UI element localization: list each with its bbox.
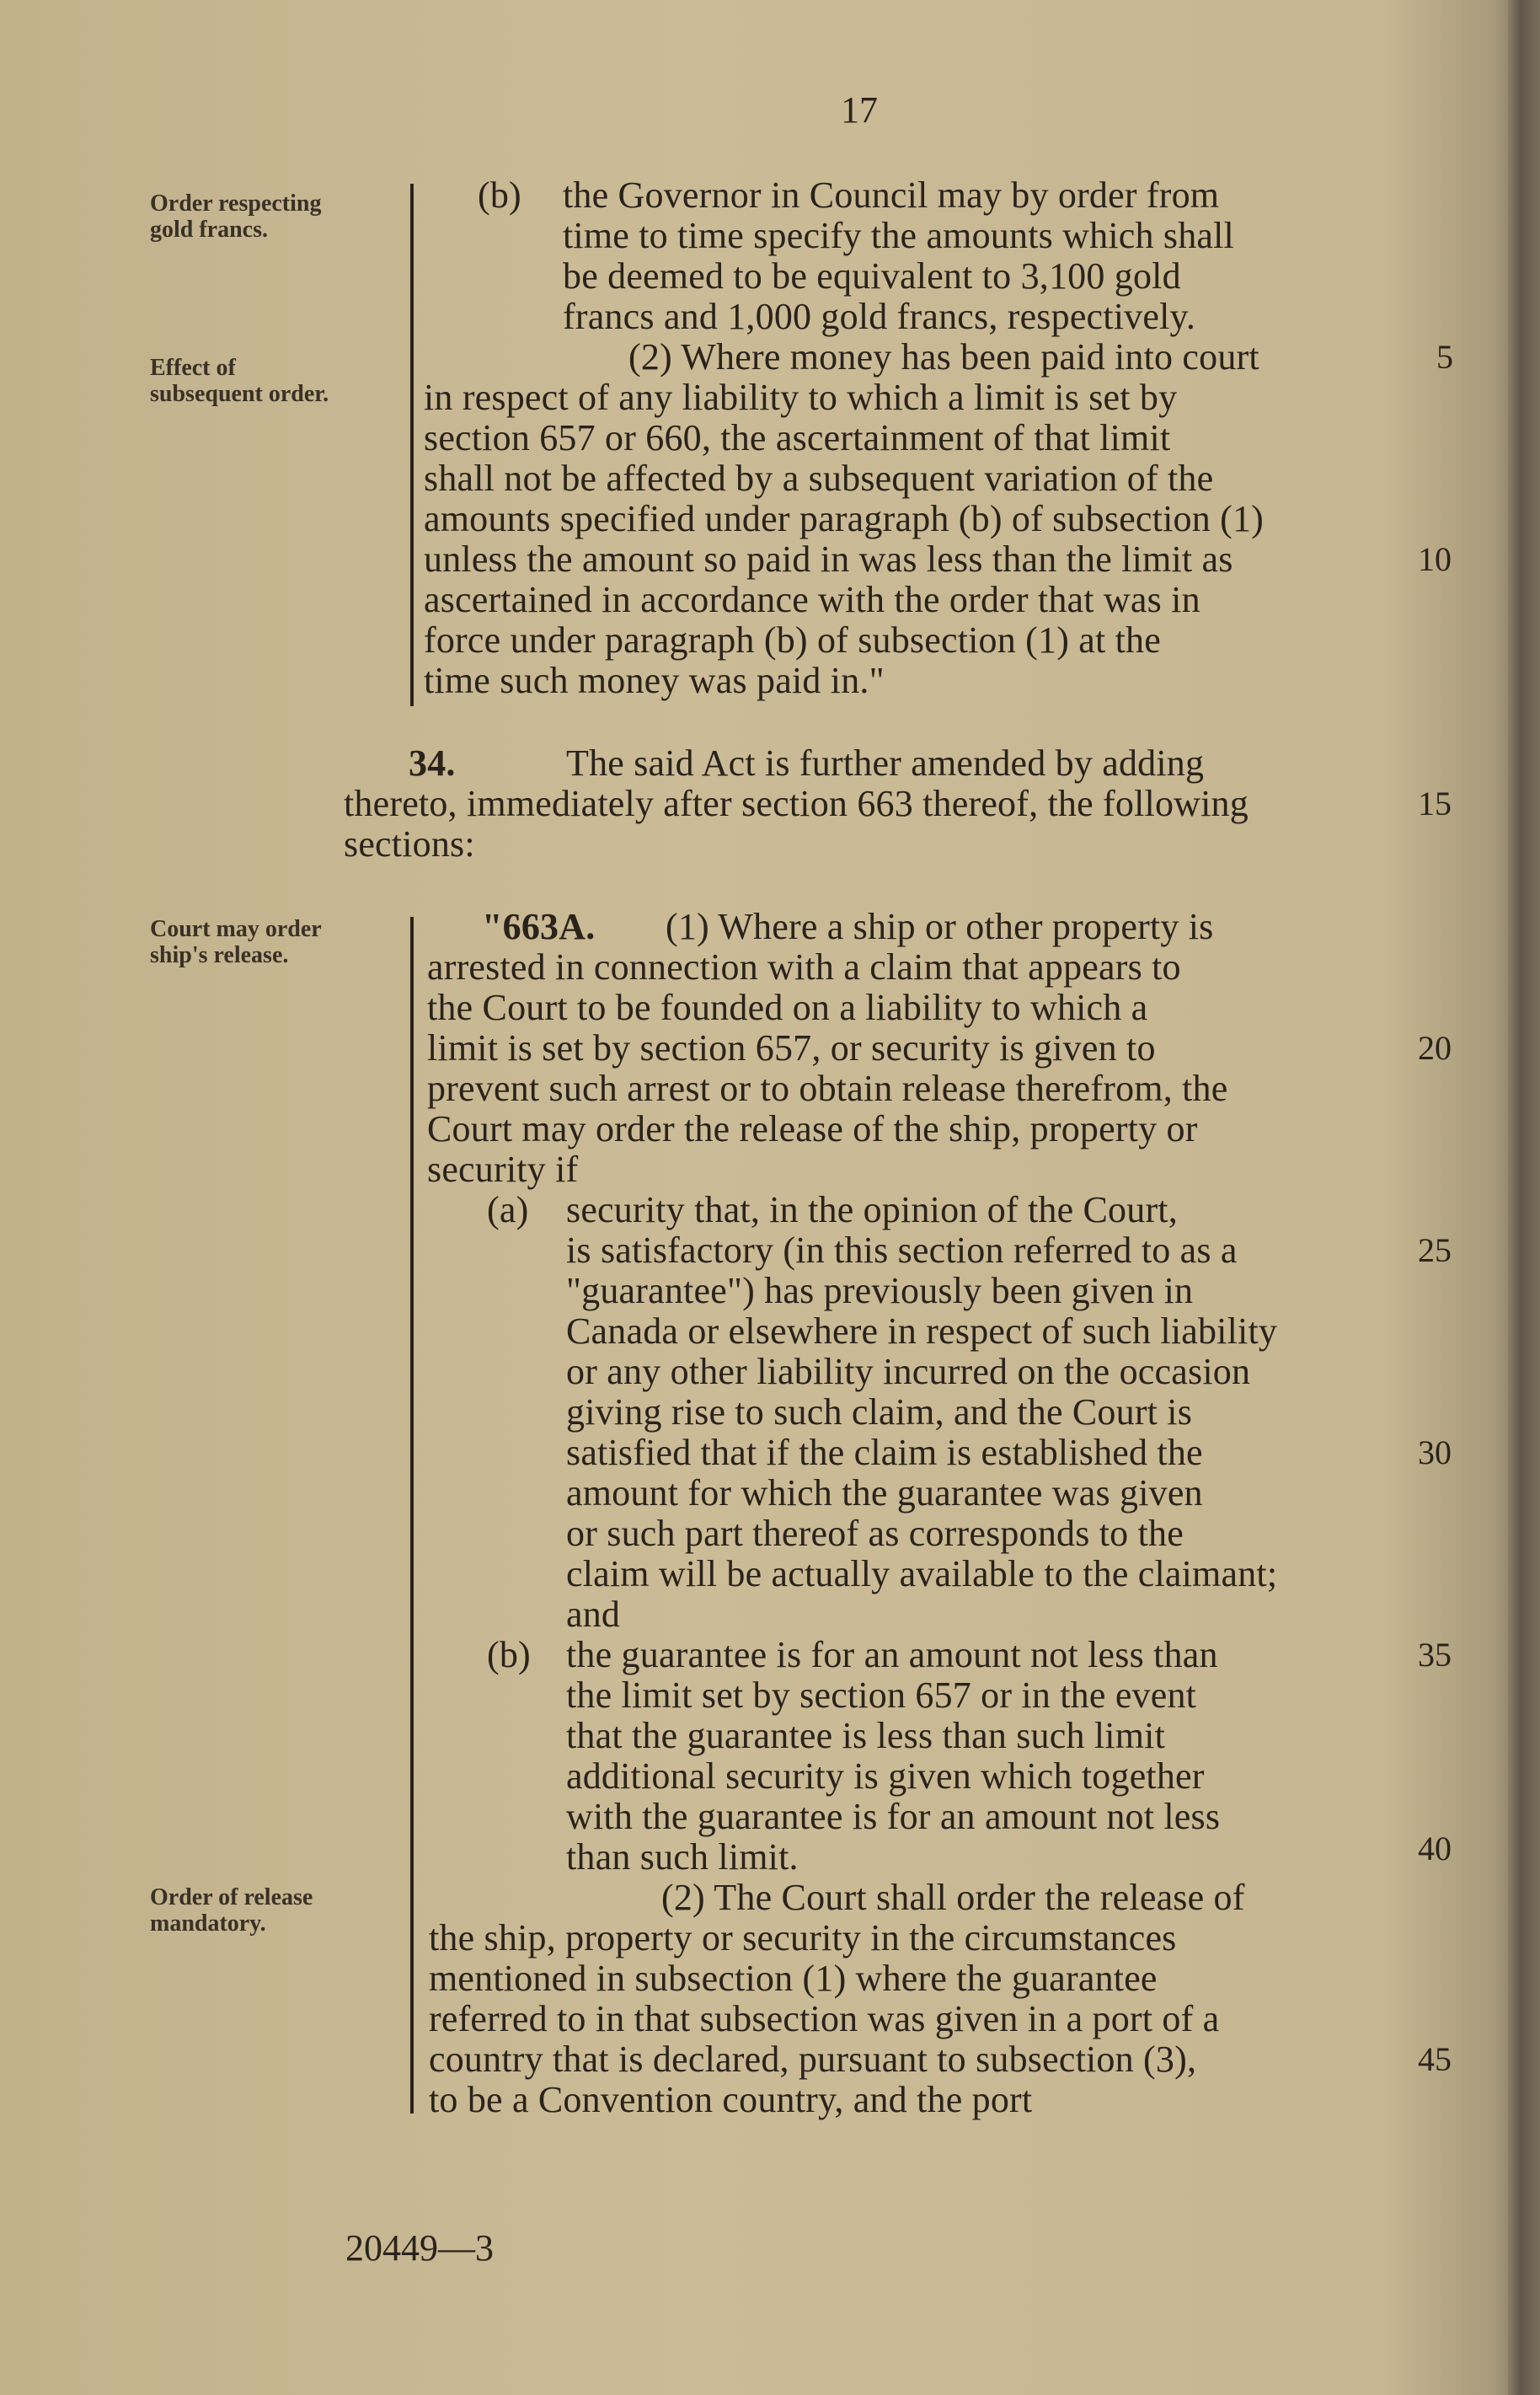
- margin-note-ship-release: Court may order ship's release.: [150, 916, 322, 968]
- text-line: thereto, immediately after section 663 thereof, the following: [344, 783, 1249, 824]
- para-a-label: (a): [487, 1189, 529, 1230]
- text-line: unless the amount so paid in was less than the limit as: [424, 538, 1233, 580]
- text-line: shall not be affected by a subsequent variation of the: [424, 458, 1214, 499]
- text-line: the limit set by section 657 or in the event: [566, 1674, 1197, 1716]
- line-marker: 30: [1418, 1433, 1452, 1471]
- text-line: than such limit.: [566, 1836, 799, 1878]
- text-line: francs and 1,000 gold francs, respectively.: [563, 296, 1196, 337]
- line-marker: 5: [1436, 338, 1453, 376]
- text-line: time to time specify the amounts which shall: [563, 215, 1234, 256]
- line-marker: 35: [1418, 1636, 1452, 1674]
- text-line: is satisfactory (in this section referred to as a: [566, 1230, 1238, 1271]
- text-line: the Court to be founded on a liability to which a: [427, 987, 1148, 1028]
- text-line: or any other liability incurred on the occasion: [566, 1351, 1251, 1392]
- text-line: and: [566, 1594, 621, 1635]
- margin-note-subsequent-order: Effect of subsequent order.: [150, 355, 329, 407]
- text-line: "guarantee") has previously been given in: [566, 1270, 1194, 1311]
- margin-note-release-mandatory: Order of release mandatory.: [150, 1884, 313, 1937]
- text-line: ascertained in accordance with the order that was in: [424, 579, 1200, 620]
- text-line: security if: [427, 1149, 579, 1190]
- line-marker: 40: [1418, 1830, 1452, 1867]
- text-line: to be a Convention country, and the port: [429, 2079, 1033, 2120]
- footer-code: 20449—3: [345, 2227, 494, 2269]
- text-line: mentioned in subsection (1) where the guarantee: [429, 1958, 1158, 1999]
- text-line: with the guarantee is for an amount not less: [566, 1796, 1221, 1837]
- text-line: (2) The Court shall order the release of: [661, 1877, 1245, 1918]
- text-line: force under paragraph (b) of subsection (1) at the: [424, 619, 1161, 661]
- text-line: the Governor in Council may by order from: [563, 174, 1220, 216]
- text-line: the guarantee is for an amount not less than: [566, 1634, 1218, 1675]
- text-line: Court may order the release of the ship, property or: [427, 1108, 1198, 1149]
- text-line: section 657 or 660, the ascertainment of that limit: [424, 417, 1171, 458]
- text-line: Canada or elsewhere in respect of such liability: [566, 1310, 1278, 1352]
- text-line: amount for which the guarantee was given: [566, 1472, 1203, 1514]
- line-marker: 45: [1418, 2040, 1452, 2078]
- text-line: The said Act is further amended by adding: [566, 742, 1205, 784]
- text-line: sections:: [344, 823, 475, 865]
- text-line: arrested in connection with a claim that appears to: [427, 946, 1181, 988]
- para-b-label-2: (b): [487, 1634, 531, 1675]
- page-number: 17: [841, 89, 878, 131]
- text-line: in respect of any liability to which a limit is set by: [424, 377, 1178, 418]
- text-line: satisfied that if the claim is established the: [566, 1432, 1203, 1473]
- line-marker: 15: [1418, 785, 1452, 822]
- text-line: amounts specified under paragraph (b) of subsection (1): [424, 498, 1265, 539]
- text-line: time such money was paid in.": [424, 660, 885, 701]
- margin-note-gold-francs: Order respecting gold francs.: [150, 190, 322, 243]
- line-marker: 25: [1418, 1231, 1452, 1269]
- text-line: prevent such arrest or to obtain release therefrom, the: [427, 1068, 1228, 1109]
- text-line: limit is set by section 657, or security is given to: [427, 1027, 1156, 1069]
- text-line: claim will be actually available to the claimant;: [566, 1553, 1278, 1594]
- text-line: that the guarantee is less than such limit: [566, 1715, 1166, 1756]
- text-line: (1) Where a ship or other property is: [666, 906, 1214, 947]
- section-number-663a: "663A.: [482, 906, 596, 947]
- text-line: be deemed to be equivalent to 3,100 gold: [563, 255, 1181, 297]
- text-line: country that is declared, pursuant to subsection (3),: [429, 2039, 1197, 2080]
- text-line: the ship, property or security in the circumstances: [429, 1917, 1177, 1958]
- text-line: referred to in that subsection was given in a port of a: [429, 1998, 1220, 2039]
- line-marker: 10: [1418, 540, 1452, 578]
- line-marker: 20: [1418, 1029, 1452, 1067]
- text-line: additional security is given which together: [566, 1755, 1205, 1797]
- text-line: or such part thereof as corresponds to the: [566, 1513, 1184, 1554]
- text-line: security that, in the opinion of the Court,: [566, 1189, 1178, 1230]
- text-line: (2) Where money has been paid into court: [628, 336, 1259, 378]
- para-b-label: (b): [478, 174, 521, 216]
- text-line: giving rise to such claim, and the Court is: [566, 1391, 1193, 1433]
- section-number-34: 34.: [409, 742, 456, 784]
